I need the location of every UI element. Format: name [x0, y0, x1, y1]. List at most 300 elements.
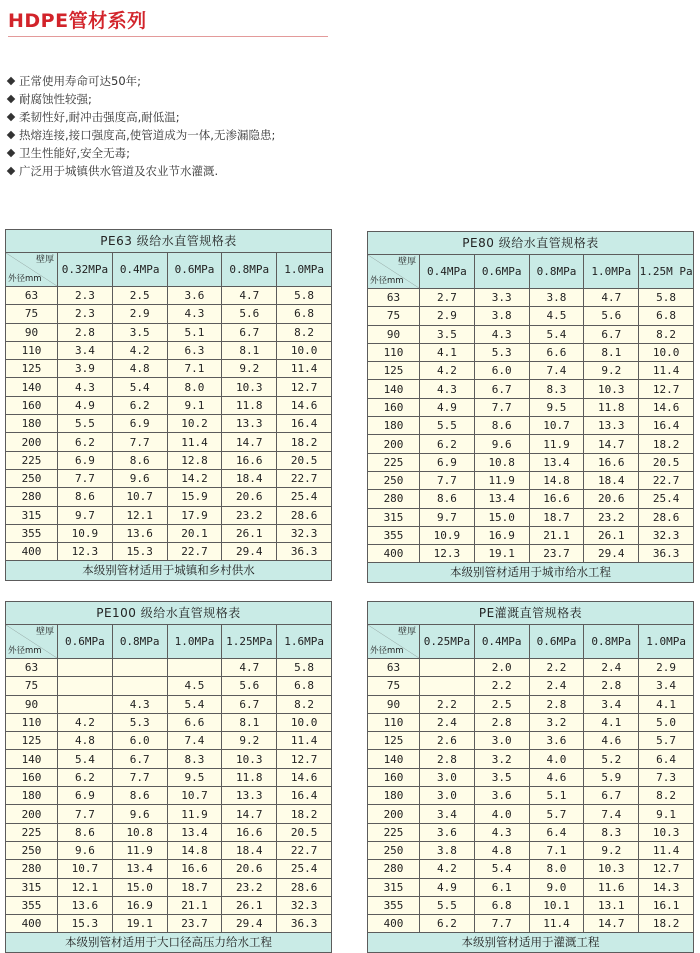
outer-diameter-cell: 63	[368, 659, 420, 677]
wall-thickness-cell: 10.8	[112, 823, 167, 841]
corner-header	[6, 625, 58, 659]
wall-thickness-cell: 3.2	[474, 750, 529, 768]
wall-thickness-cell: 14.2	[167, 469, 222, 487]
wall-thickness-cell: 12.7	[639, 860, 694, 878]
wall-thickness-cell: 12.7	[277, 378, 332, 396]
wall-thickness-cell: 10.8	[474, 453, 529, 471]
page-title: HDPE管材系列	[8, 10, 147, 32]
wall-thickness-cell: 2.8	[474, 713, 529, 731]
wall-thickness-cell: 4.3	[112, 695, 167, 713]
wall-thickness-cell: 4.1	[639, 695, 694, 713]
wall-thickness-cell: 5.2	[584, 750, 639, 768]
wall-thickness-cell: 32.3	[277, 896, 332, 914]
wall-thickness-cell: 5.3	[474, 343, 529, 361]
wall-thickness-cell: 25.4	[277, 860, 332, 878]
wall-thickness-cell: 26.1	[584, 526, 639, 544]
wall-thickness-cell: 6.2	[58, 768, 113, 786]
wall-thickness-cell: 17.9	[167, 506, 222, 524]
wall-thickness-cell: 20.6	[222, 488, 277, 506]
table-row	[6, 659, 332, 677]
table-row	[368, 787, 694, 805]
wall-thickness-cell: 9.0	[529, 878, 584, 896]
table-row	[368, 768, 694, 786]
outer-diameter-label: 外径mm	[8, 646, 42, 656]
table-row	[368, 659, 694, 677]
wall-thickness-cell: 8.6	[58, 823, 113, 841]
wall-thickness-cell: 12.3	[420, 545, 475, 563]
wall-thickness-cell: 6.6	[529, 343, 584, 361]
wall-thickness-cell: 9.1	[167, 396, 222, 414]
pressure-header: 0.6MPa	[167, 253, 222, 287]
feature-item	[6, 108, 275, 126]
wall-thickness-cell: 5.9	[584, 768, 639, 786]
wall-thickness-cell: 7.4	[167, 732, 222, 750]
outer-diameter-cell: 125	[368, 732, 420, 750]
table-row	[6, 896, 332, 914]
wall-thickness-cell: 2.2	[529, 659, 584, 677]
table-row	[368, 490, 694, 508]
wall-thickness-cell: 5.5	[58, 415, 113, 433]
wall-thickness-cell: 6.2	[112, 396, 167, 414]
table-row	[368, 695, 694, 713]
wall-thickness-cell: 3.6	[474, 787, 529, 805]
wall-thickness-cell: 13.1	[584, 896, 639, 914]
corner-header	[6, 253, 58, 287]
wall-thickness-cell: 8.0	[529, 860, 584, 878]
outer-diameter-cell: 250	[368, 471, 420, 489]
wall-thickness-cell: 7.3	[639, 768, 694, 786]
wall-thickness-cell: 2.4	[529, 677, 584, 695]
wall-thickness-label: 壁厚	[35, 255, 54, 265]
wall-thickness-cell: 20.5	[639, 453, 694, 471]
wall-thickness-cell: 2.8	[584, 677, 639, 695]
wall-thickness-cell: 8.1	[222, 713, 277, 731]
wall-thickness-cell: 18.2	[639, 915, 694, 933]
outer-diameter-cell: 110	[368, 713, 420, 731]
table-row	[368, 805, 694, 823]
wall-thickness-cell: 6.8	[277, 677, 332, 695]
outer-diameter-cell: 125	[6, 360, 58, 378]
outer-diameter-cell: 90	[6, 323, 58, 341]
outer-diameter-cell: 225	[368, 453, 420, 471]
wall-thickness-cell: 16.6	[529, 490, 584, 508]
wall-thickness-cell: 2.0	[474, 659, 529, 677]
wall-thickness-cell: 8.2	[277, 323, 332, 341]
wall-thickness-cell: 2.4	[420, 713, 475, 731]
wall-thickness-cell: 19.1	[474, 545, 529, 563]
wall-thickness-cell: 5.6	[584, 307, 639, 325]
table-row	[6, 469, 332, 487]
wall-thickness-cell: 4.7	[584, 289, 639, 307]
wall-thickness-cell: 3.5	[420, 325, 475, 343]
wall-thickness-cell: 14.6	[277, 396, 332, 414]
wall-thickness-cell: 11.9	[167, 805, 222, 823]
outer-diameter-cell: 280	[6, 860, 58, 878]
wall-thickness-cell: 16.6	[222, 451, 277, 469]
feature-item	[6, 90, 275, 108]
wall-thickness-cell	[58, 695, 113, 713]
table-row	[368, 860, 694, 878]
outer-diameter-cell: 125	[368, 362, 420, 380]
wall-thickness-cell: 3.0	[420, 768, 475, 786]
outer-diameter-cell: 250	[6, 469, 58, 487]
wall-thickness-cell: 7.4	[584, 805, 639, 823]
feature-text: 广泛用于城镇供水管道及农业节水灌溉.	[19, 164, 219, 178]
outer-diameter-cell: 315	[368, 508, 420, 526]
table-row	[368, 325, 694, 343]
wall-thickness-cell: 16.9	[474, 526, 529, 544]
wall-thickness-cell: 6.7	[584, 325, 639, 343]
wall-thickness-cell: 2.9	[112, 305, 167, 323]
wall-thickness-cell: 9.7	[420, 508, 475, 526]
wall-thickness-cell: 8.3	[584, 823, 639, 841]
wall-thickness-cell: 3.4	[58, 341, 113, 359]
wall-thickness-cell: 4.5	[167, 677, 222, 695]
pressure-header: 0.4MPa	[112, 253, 167, 287]
outer-diameter-cell: 200	[6, 805, 58, 823]
wall-thickness-cell: 8.2	[277, 695, 332, 713]
outer-diameter-cell: 63	[6, 287, 58, 305]
pressure-header: 0.8MPa	[222, 253, 277, 287]
wall-thickness-cell: 4.2	[58, 713, 113, 731]
spec-table	[367, 601, 694, 953]
wall-thickness-cell	[420, 659, 475, 677]
wall-thickness-cell: 9.2	[584, 841, 639, 859]
table-row	[6, 823, 332, 841]
table-row	[6, 341, 332, 359]
table-caption: PE80 级给水直管规格表	[368, 232, 694, 255]
wall-thickness-cell: 3.9	[58, 360, 113, 378]
wall-thickness-cell: 3.2	[529, 713, 584, 731]
wall-thickness-cell: 8.6	[420, 490, 475, 508]
table-row	[368, 453, 694, 471]
wall-thickness-cell: 5.7	[529, 805, 584, 823]
table-row	[368, 841, 694, 859]
wall-thickness-cell: 4.3	[420, 380, 475, 398]
table-row	[368, 362, 694, 380]
wall-thickness-cell: 2.9	[420, 307, 475, 325]
wall-thickness-cell: 10.2	[167, 415, 222, 433]
wall-thickness-cell: 9.6	[474, 435, 529, 453]
wall-thickness-cell: 10.3	[584, 860, 639, 878]
feature-text: 柔韧性好,耐冲击强度高,耐低温;	[19, 110, 180, 124]
wall-thickness-cell: 3.0	[420, 787, 475, 805]
wall-thickness-cell: 2.8	[58, 323, 113, 341]
wall-thickness-cell: 11.4	[639, 362, 694, 380]
wall-thickness-cell: 10.3	[222, 378, 277, 396]
wall-thickness-cell: 5.7	[639, 732, 694, 750]
pe80-spec-table	[367, 231, 694, 583]
table-row	[368, 435, 694, 453]
wall-thickness-cell: 8.2	[639, 787, 694, 805]
spec-table	[5, 229, 332, 581]
wall-thickness-cell: 23.2	[222, 878, 277, 896]
wall-thickness-cell: 10.9	[58, 524, 113, 542]
wall-thickness-cell: 22.7	[167, 543, 222, 561]
wall-thickness-cell: 9.7	[58, 506, 113, 524]
wall-thickness-cell: 12.7	[639, 380, 694, 398]
pressure-header: 1.25MPa	[222, 625, 277, 659]
wall-thickness-cell: 7.1	[529, 841, 584, 859]
wall-thickness-cell: 5.3	[112, 713, 167, 731]
wall-thickness-cell: 4.3	[167, 305, 222, 323]
wall-thickness-cell: 14.6	[277, 768, 332, 786]
pressure-header: 1.25M Pa	[639, 255, 694, 289]
wall-thickness-cell: 12.1	[112, 506, 167, 524]
wall-thickness-cell: 4.3	[474, 823, 529, 841]
table-row	[6, 378, 332, 396]
wall-thickness-cell: 6.7	[584, 787, 639, 805]
feature-text: 热熔连接,接口强度高,使管道成为一体,无渗漏隐患;	[19, 128, 276, 142]
wall-thickness-cell: 3.4	[584, 695, 639, 713]
wall-thickness-cell: 15.3	[112, 543, 167, 561]
wall-thickness-cell: 3.6	[529, 732, 584, 750]
outer-diameter-cell: 180	[6, 415, 58, 433]
wall-thickness-cell: 13.3	[222, 415, 277, 433]
wall-thickness-cell: 16.6	[584, 453, 639, 471]
table-row	[6, 305, 332, 323]
feature-text: 正常使用寿命可达50年;	[19, 74, 142, 88]
wall-thickness-cell: 12.8	[167, 451, 222, 469]
wall-thickness-cell: 10.9	[420, 526, 475, 544]
wall-thickness-label: 壁厚	[397, 257, 416, 267]
outer-diameter-cell: 200	[368, 805, 420, 823]
table-row	[368, 677, 694, 695]
table-row	[6, 787, 332, 805]
diamond-bullet-icon	[7, 131, 15, 139]
outer-diameter-cell: 110	[6, 713, 58, 731]
wall-thickness-cell: 23.2	[584, 508, 639, 526]
wall-thickness-cell: 28.6	[277, 506, 332, 524]
wall-thickness-cell: 16.6	[222, 823, 277, 841]
feature-text: 耐腐蚀性较强;	[19, 92, 92, 106]
wall-thickness-cell: 9.2	[222, 732, 277, 750]
wall-thickness-cell: 16.4	[277, 415, 332, 433]
wall-thickness-cell: 11.8	[584, 398, 639, 416]
table-row	[368, 750, 694, 768]
wall-thickness-cell: 28.6	[277, 878, 332, 896]
wall-thickness-cell: 8.6	[112, 451, 167, 469]
wall-thickness-cell: 5.0	[639, 713, 694, 731]
table-row	[368, 508, 694, 526]
wall-thickness-cell: 23.7	[529, 545, 584, 563]
wall-thickness-cell: 11.9	[474, 471, 529, 489]
outer-diameter-cell: 140	[368, 750, 420, 768]
table-footer-note: 本级别管材适用于灌溉工程	[368, 933, 694, 953]
table-footer-note: 本级别管材适用于城市给水工程	[368, 563, 694, 583]
wall-thickness-cell: 18.2	[277, 805, 332, 823]
wall-thickness-cell: 4.0	[474, 805, 529, 823]
pressure-header: 1.0MPa	[277, 253, 332, 287]
wall-thickness-cell: 11.8	[222, 768, 277, 786]
wall-thickness-cell: 18.4	[222, 469, 277, 487]
wall-thickness-cell: 4.7	[222, 659, 277, 677]
wall-thickness-cell: 8.6	[58, 488, 113, 506]
wall-thickness-cell: 6.7	[474, 380, 529, 398]
table-caption: PE灌溉直管规格表	[368, 602, 694, 625]
outer-diameter-cell: 400	[6, 915, 58, 933]
outer-diameter-cell: 125	[6, 732, 58, 750]
table-row	[368, 713, 694, 731]
outer-diameter-cell: 280	[6, 488, 58, 506]
wall-thickness-cell: 5.4	[58, 750, 113, 768]
wall-thickness-cell: 5.6	[222, 677, 277, 695]
wall-thickness-cell: 4.3	[474, 325, 529, 343]
wall-thickness-cell: 12.3	[58, 543, 113, 561]
outer-diameter-cell: 355	[368, 526, 420, 544]
table-row	[368, 545, 694, 563]
wall-thickness-cell: 4.9	[420, 878, 475, 896]
table-row	[6, 841, 332, 859]
wall-thickness-cell: 7.7	[58, 469, 113, 487]
pressure-header: 0.4MPa	[474, 625, 529, 659]
wall-thickness-cell: 18.2	[639, 435, 694, 453]
outer-diameter-label: 外径mm	[370, 646, 404, 656]
wall-thickness-cell: 22.7	[639, 471, 694, 489]
wall-thickness-cell: 2.8	[420, 750, 475, 768]
wall-thickness-cell: 4.6	[529, 768, 584, 786]
wall-thickness-cell: 11.4	[277, 360, 332, 378]
wall-thickness-cell: 6.1	[474, 878, 529, 896]
wall-thickness-cell: 13.6	[112, 524, 167, 542]
table-row	[368, 896, 694, 914]
wall-thickness-cell: 14.3	[639, 878, 694, 896]
table-row	[6, 433, 332, 451]
table-row	[368, 732, 694, 750]
wall-thickness-cell: 18.4	[584, 471, 639, 489]
pe100-spec-table	[5, 601, 332, 953]
outer-diameter-cell: 110	[368, 343, 420, 361]
wall-thickness-cell: 5.4	[112, 378, 167, 396]
wall-thickness-cell: 22.7	[277, 841, 332, 859]
pe-irrigation-spec-table	[367, 601, 694, 953]
feature-item	[6, 126, 275, 144]
wall-thickness-cell: 10.0	[639, 343, 694, 361]
outer-diameter-cell: 75	[368, 307, 420, 325]
wall-thickness-cell: 11.4	[529, 915, 584, 933]
outer-diameter-cell: 315	[6, 878, 58, 896]
wall-thickness-cell: 20.6	[222, 860, 277, 878]
wall-thickness-cell: 13.6	[58, 896, 113, 914]
table-row	[6, 524, 332, 542]
wall-thickness-label: 壁厚	[35, 627, 54, 637]
wall-thickness-cell: 5.8	[639, 289, 694, 307]
spec-table	[5, 601, 332, 953]
table-row	[368, 878, 694, 896]
wall-thickness-cell: 6.9	[58, 451, 113, 469]
wall-thickness-cell: 5.6	[222, 305, 277, 323]
wall-thickness-cell: 3.4	[639, 677, 694, 695]
wall-thickness-cell: 4.2	[112, 341, 167, 359]
corner-header	[368, 625, 420, 659]
table-row	[368, 398, 694, 416]
table-row	[6, 768, 332, 786]
wall-thickness-cell: 36.3	[277, 543, 332, 561]
wall-thickness-cell: 4.8	[112, 360, 167, 378]
table-row	[6, 323, 332, 341]
wall-thickness-cell: 18.7	[529, 508, 584, 526]
wall-thickness-cell: 6.8	[277, 305, 332, 323]
outer-diameter-cell: 90	[368, 325, 420, 343]
table-row	[6, 396, 332, 414]
wall-thickness-cell: 4.6	[584, 732, 639, 750]
outer-diameter-label: 外径mm	[370, 276, 404, 286]
wall-thickness-cell: 3.8	[529, 289, 584, 307]
table-row	[368, 417, 694, 435]
wall-thickness-cell: 5.1	[529, 787, 584, 805]
outer-diameter-cell: 315	[6, 506, 58, 524]
outer-diameter-cell: 63	[6, 659, 58, 677]
spec-table	[367, 231, 694, 583]
wall-thickness-cell: 7.4	[529, 362, 584, 380]
wall-thickness-cell: 12.7	[277, 750, 332, 768]
outer-diameter-cell: 200	[6, 433, 58, 451]
wall-thickness-cell: 14.8	[167, 841, 222, 859]
pressure-header: 1.6MPa	[277, 625, 332, 659]
wall-thickness-cell: 7.7	[112, 768, 167, 786]
wall-thickness-cell: 14.7	[584, 915, 639, 933]
wall-thickness-cell: 25.4	[639, 490, 694, 508]
wall-thickness-cell: 14.8	[529, 471, 584, 489]
pressure-header: 0.25MPa	[420, 625, 475, 659]
wall-thickness-cell: 3.8	[474, 307, 529, 325]
outer-diameter-cell: 140	[368, 380, 420, 398]
table-row	[6, 713, 332, 731]
pressure-header: 0.8MPa	[529, 255, 584, 289]
table-row	[6, 695, 332, 713]
pressure-header: 0.32MPa	[58, 253, 113, 287]
diamond-bullet-icon	[7, 167, 15, 175]
wall-thickness-cell: 15.0	[474, 508, 529, 526]
wall-thickness-cell: 9.5	[167, 768, 222, 786]
wall-thickness-cell: 16.9	[112, 896, 167, 914]
wall-thickness-cell: 4.7	[222, 287, 277, 305]
wall-thickness-cell: 6.6	[167, 713, 222, 731]
wall-thickness-cell: 2.5	[474, 695, 529, 713]
pressure-header: 1.0MPa	[584, 255, 639, 289]
wall-thickness-cell: 26.1	[222, 896, 277, 914]
table-row	[6, 878, 332, 896]
wall-thickness-cell: 23.7	[167, 915, 222, 933]
pressure-header: 0.6MPa	[474, 255, 529, 289]
wall-thickness-cell: 10.3	[222, 750, 277, 768]
table-row	[6, 506, 332, 524]
wall-thickness-cell: 9.6	[58, 841, 113, 859]
wall-thickness-cell: 16.4	[277, 787, 332, 805]
outer-diameter-cell: 280	[368, 860, 420, 878]
wall-thickness-cell: 10.1	[529, 896, 584, 914]
outer-diameter-cell: 90	[368, 695, 420, 713]
wall-thickness-cell: 9.5	[529, 398, 584, 416]
wall-thickness-cell: 2.2	[474, 677, 529, 695]
wall-thickness-cell: 25.4	[277, 488, 332, 506]
pressure-header: 0.6MPa	[58, 625, 113, 659]
wall-thickness-cell: 28.6	[639, 508, 694, 526]
pressure-header: 1.0MPa	[167, 625, 222, 659]
outer-diameter-cell: 160	[368, 398, 420, 416]
wall-thickness-cell: 6.9	[420, 453, 475, 471]
outer-diameter-cell: 225	[6, 823, 58, 841]
outer-diameter-cell: 160	[368, 768, 420, 786]
wall-thickness-cell: 7.7	[420, 471, 475, 489]
wall-thickness-cell: 4.9	[420, 398, 475, 416]
table-row	[368, 915, 694, 933]
wall-thickness-cell: 2.3	[58, 305, 113, 323]
table-row	[6, 750, 332, 768]
table-row	[6, 451, 332, 469]
wall-thickness-cell: 29.4	[222, 915, 277, 933]
wall-thickness-cell: 4.1	[420, 343, 475, 361]
